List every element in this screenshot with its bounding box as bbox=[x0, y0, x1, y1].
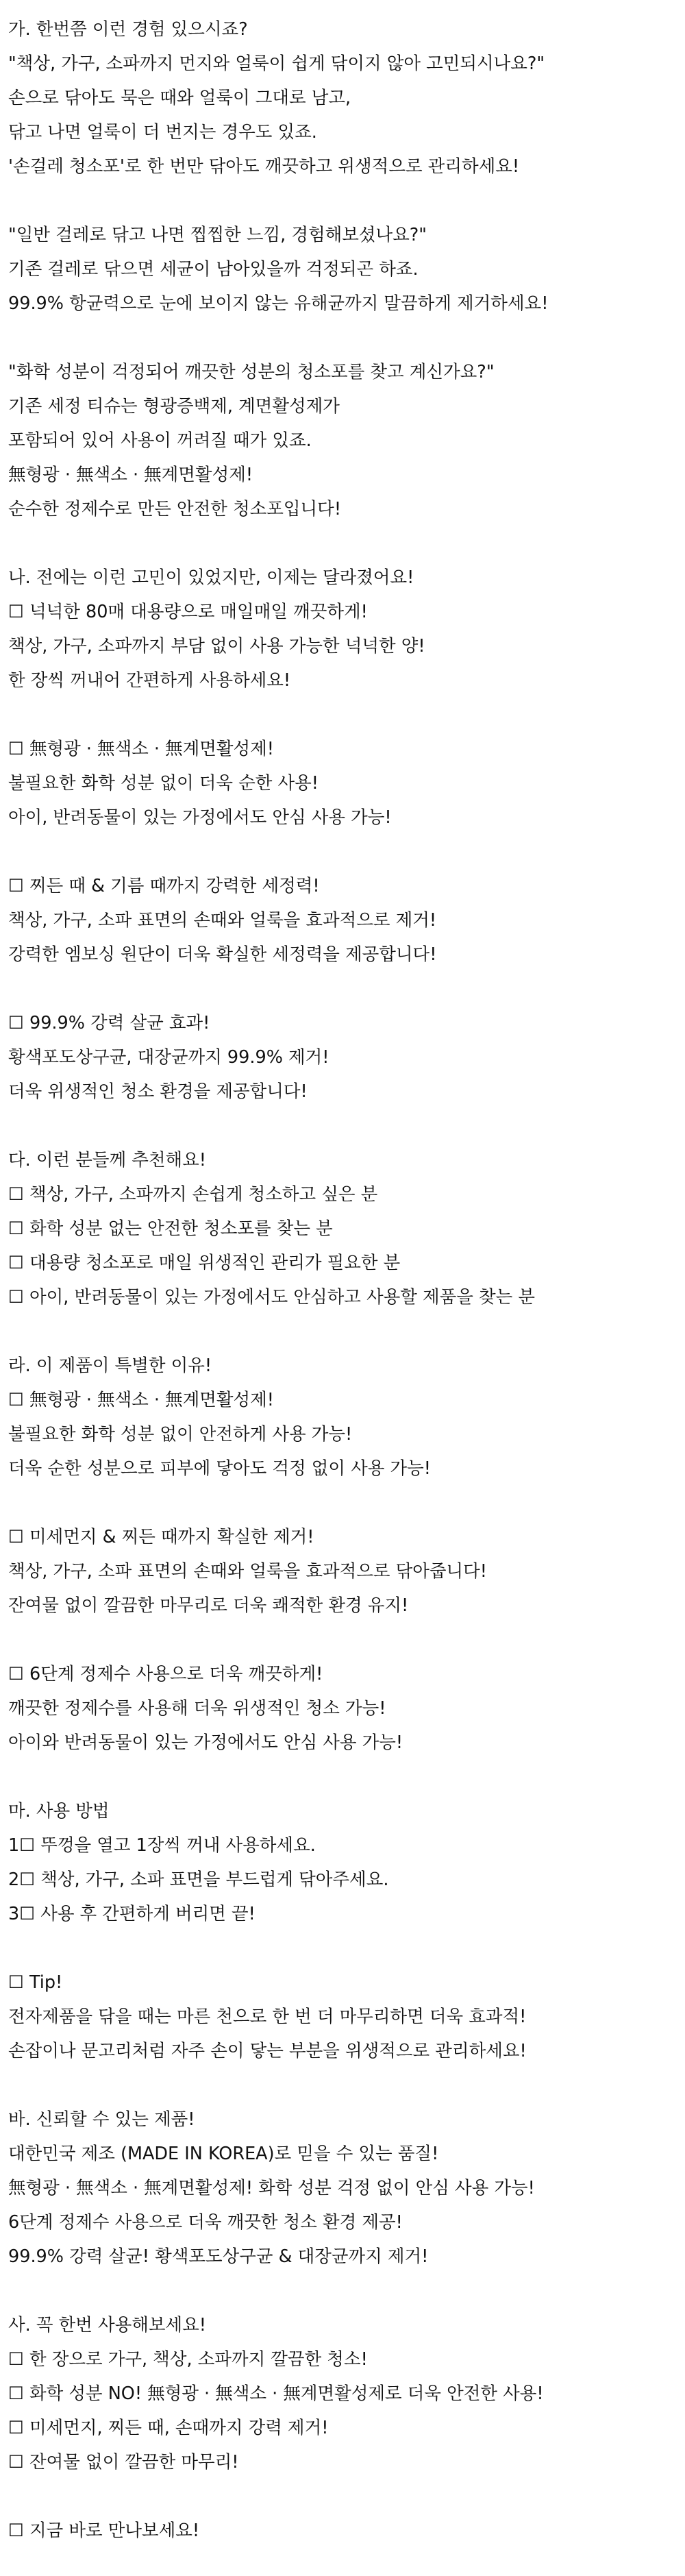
text-line: "책상, 가구, 소파까지 먼지와 얼룩이 쉽게 닦이지 않아 고민되시나요?" bbox=[8, 53, 545, 74]
text-section bbox=[8, 732, 677, 835]
text-line: 기존 세정 티슈는 형광증백제, 계면활성제가 bbox=[8, 396, 340, 417]
section-lead-line: "일반 걸레로 닦고 나면 찝찝한 느낌, 경험해보셨나요?" bbox=[8, 225, 427, 245]
text-line: ☐ 화학 성분 NO! 無형광 · 無색소 · 無계면활성제로 더욱 안전한 사용! bbox=[8, 2383, 544, 2404]
text-line: 2☐ 책상, 가구, 소파 표면을 부드럽게 닦아주세요. bbox=[8, 1869, 389, 1890]
text-line: ☐ 아이, 반려동물이 있는 가정에서도 안심하고 사용할 제품을 찾는 분 bbox=[8, 1287, 536, 1308]
text-line: 대한민국 제조 (MADE IN KOREA)로 믿을 수 있는 품질! bbox=[8, 2144, 439, 2164]
text-line: ☐ 한 장으로 가구, 책상, 소파까지 깔끔한 청소! bbox=[8, 2349, 368, 2370]
section-lead-line: ☐ 99.9% 강력 살균 효과! bbox=[8, 1013, 210, 1033]
text-line: 99.9% 항균력으로 눈에 보이지 않는 유해균까지 말끔하게 제거하세요! bbox=[8, 293, 549, 314]
text-section bbox=[8, 1965, 677, 2068]
text-line: ☐ 無형광 · 無색소 · 無계면활성제! bbox=[8, 1390, 275, 1410]
text-line: 99.9% 강력 살균! 황색포도상구균 & 대장균까지 제거! bbox=[8, 2246, 429, 2267]
section-lead-line: ☐ 無형광 · 無색소 · 無계면활성제! bbox=[8, 739, 275, 759]
text-line: 잔여물 없이 깔끔한 마무리로 더욱 쾌적한 환경 유지! bbox=[8, 1595, 409, 1616]
text-section bbox=[8, 12, 677, 184]
text-section bbox=[8, 2308, 677, 2479]
section-lead-line: 가. 한번쯤 이런 경험 있으시죠? bbox=[8, 19, 248, 40]
text-line: 한 장씩 꺼내어 간편하게 사용하세요! bbox=[8, 670, 291, 691]
section-lead-line: ☐ 6단계 정제수 사용으로 더욱 깨끗하게! bbox=[8, 1664, 323, 1684]
section-lead-line: 마. 사용 방법 bbox=[8, 1801, 110, 1821]
text-line: 더욱 위생적인 청소 환경을 제공합니다! bbox=[8, 1081, 308, 1102]
text-section bbox=[8, 2102, 677, 2274]
text-line: ☐ 넉넉한 80매 대용량으로 매일매일 깨끗하게! bbox=[8, 602, 368, 622]
section-lead-line: 라. 이 제품이 특별한 이유! bbox=[8, 1356, 212, 1376]
text-section bbox=[8, 355, 677, 526]
section-lead-line: 다. 이런 분들께 추천해요! bbox=[8, 1150, 206, 1170]
text-line: 책상, 가구, 소파 표면의 손때와 얼룩을 효과적으로 제거! bbox=[8, 910, 437, 931]
text-line: 황색포도상구균, 대장균까지 99.9% 제거! bbox=[8, 1047, 329, 1068]
text-line: 불필요한 화학 성분 없이 더욱 순한 사용! bbox=[8, 773, 319, 794]
text-line: 더욱 순한 성분으로 피부에 닿아도 걱정 없이 사용 가능! bbox=[8, 1458, 431, 1479]
text-line: 불필요한 화학 성분 없이 안전하게 사용 가능! bbox=[8, 1424, 353, 1445]
section-lead-line: ☐ 지금 바로 만나보세요! bbox=[8, 2520, 200, 2541]
section-lead-line: ☐ Tip! bbox=[8, 1972, 63, 1993]
text-section bbox=[8, 1006, 677, 1109]
text-line: 無형광 · 無색소 · 無계면활성제! 화학 성분 걱정 없이 안심 사용 가능! bbox=[8, 2178, 535, 2198]
text-line: 아이와 반려동물이 있는 가정에서도 안심 사용 가능! bbox=[8, 1732, 403, 1753]
text-line: ☐ 미세먼지, 찌든 때, 손때까지 강력 제거! bbox=[8, 2418, 329, 2438]
text-line: 6단계 정제수 사용으로 더욱 깨끗한 청소 환경 제공! bbox=[8, 2212, 403, 2233]
text-section bbox=[8, 1349, 677, 1486]
text-line: 기존 걸레로 닦으면 세균이 남아있을까 걱정되곤 하죠. bbox=[8, 259, 419, 280]
product-description-document bbox=[8, 12, 677, 2548]
section-lead-line: 사. 꼭 한번 사용해보세요! bbox=[8, 2315, 206, 2335]
text-line: ☐ 잔여물 없이 깔끔한 마무리! bbox=[8, 2452, 239, 2473]
text-section bbox=[8, 1143, 677, 1314]
section-lead-line: 바. 신뢰할 수 있는 제품! bbox=[8, 2109, 195, 2130]
text-line: 3☐ 사용 후 간편하게 버리면 끝! bbox=[8, 1904, 256, 1924]
text-line: 손으로 닦아도 묵은 때와 얼룩이 그대로 남고, bbox=[8, 88, 351, 108]
text-line: 無형광 · 無색소 · 無계면활성제! bbox=[8, 465, 253, 485]
text-line: '손걸레 청소포'로 한 번만 닦아도 깨끗하고 위생적으로 관리하세요! bbox=[8, 156, 520, 177]
text-line: 순수한 정제수로 만든 안전한 청소포입니다! bbox=[8, 499, 342, 519]
text-section bbox=[8, 218, 677, 321]
text-line: 책상, 가구, 소파까지 부담 없이 사용 가능한 넉넉한 양! bbox=[8, 636, 425, 657]
section-lead-line: "화학 성분이 걱정되어 깨끗한 성분의 청소포를 찾고 계신가요?" bbox=[8, 362, 495, 382]
text-section bbox=[8, 1657, 677, 1760]
text-line: ☐ 화학 성분 없는 안전한 청소포를 찾는 분 bbox=[8, 1218, 333, 1239]
text-section bbox=[8, 2514, 677, 2548]
text-line: ☐ 대용량 청소포로 매일 위생적인 관리가 필요한 분 bbox=[8, 1253, 401, 1273]
text-line: 책상, 가구, 소파 표면의 손때와 얼룩을 효과적으로 닦아줍니다! bbox=[8, 1561, 488, 1582]
text-line: 1☐ 뚜껑을 열고 1장씩 꺼내 사용하세요. bbox=[8, 1835, 316, 1856]
section-lead-line: ☐ 찌든 때 & 기름 때까지 강력한 세정력! bbox=[8, 876, 320, 896]
text-line: 전자제품을 닦을 때는 마른 천으로 한 번 더 마무리하면 더욱 효과적! bbox=[8, 2007, 527, 2027]
section-lead-line: 나. 전에는 이런 고민이 있었지만, 이제는 달라졌어요! bbox=[8, 567, 414, 588]
text-line: 손잡이나 문고리처럼 자주 손이 닿는 부분을 위생적으로 관리하세요! bbox=[8, 2041, 527, 2061]
text-line: 아이, 반려동물이 있는 가정에서도 안심 사용 가능! bbox=[8, 807, 392, 828]
text-line: 강력한 엠보싱 원단이 더욱 확실한 세정력을 제공합니다! bbox=[8, 944, 437, 965]
text-section bbox=[8, 561, 677, 698]
text-line: ☐ 책상, 가구, 소파까지 손쉽게 청소하고 싶은 분 bbox=[8, 1184, 378, 1205]
section-lead-line: ☐ 미세먼지 & 찌든 때까지 확실한 제거! bbox=[8, 1527, 314, 1547]
text-section bbox=[8, 869, 677, 972]
text-line: 닦고 나면 얼룩이 더 번지는 경우도 있죠. bbox=[8, 122, 317, 143]
text-line: 포함되어 있어 사용이 꺼려질 때가 있죠. bbox=[8, 430, 312, 451]
text-section bbox=[8, 1794, 677, 1931]
text-section bbox=[8, 1520, 677, 1623]
text-line: 깨끗한 정제수를 사용해 더욱 위생적인 청소 가능! bbox=[8, 1698, 386, 1719]
